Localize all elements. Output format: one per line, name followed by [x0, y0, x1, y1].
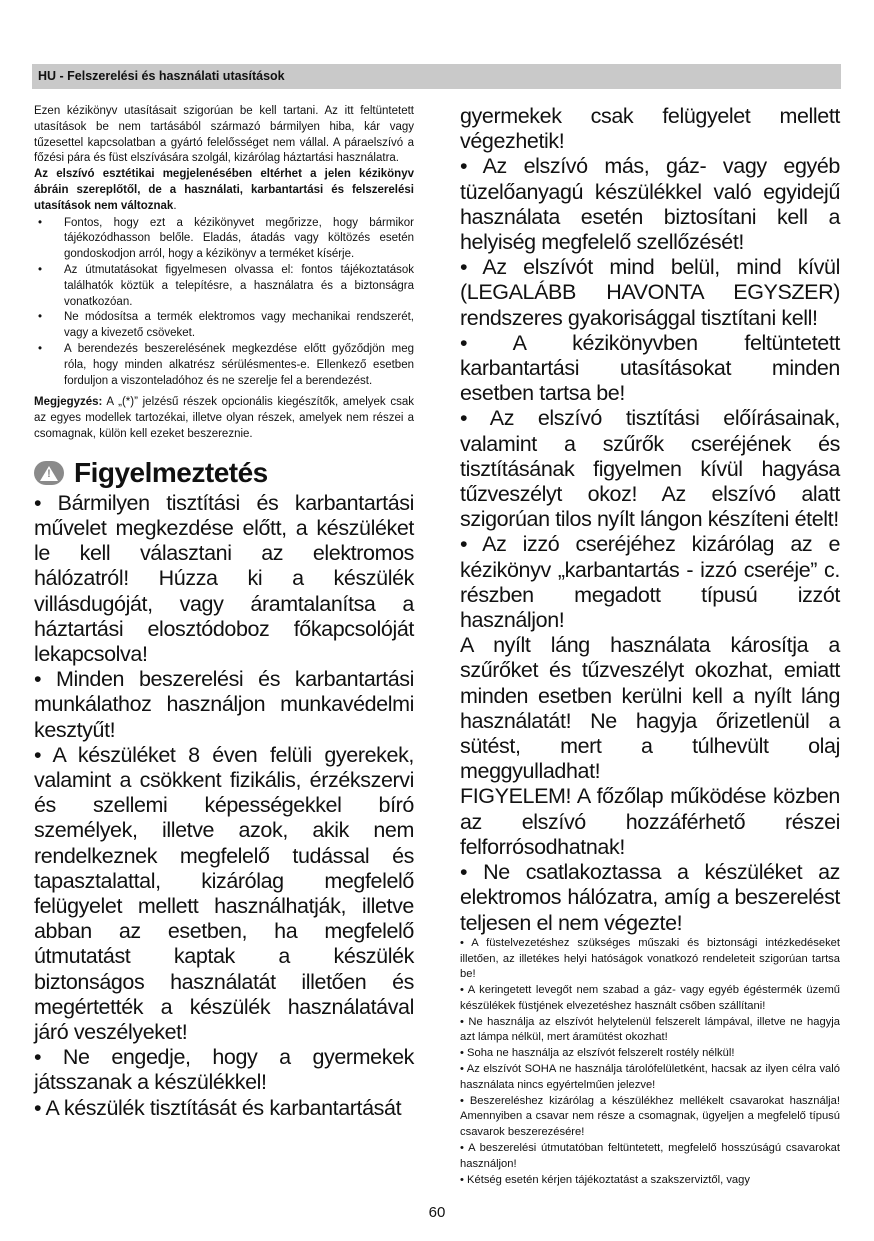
intro-bold-text: Az elszívó esztétikai megjelenésében eltérhet a jelen kézikönyv ábráin szereplőtől, de a használati, karbantartási és felszerelési utasítások nem változnak [34, 168, 414, 212]
small-warning-paragraph: • Beszereléshez kizárólag a készülékhez mellékelt csavarokat használja! Amennyiben a csavar nem része a csomagnak, ügyeljen a megfelelő típusú csavarok beszerezésére! [460, 1094, 840, 1139]
small-warning-paragraph: • Soha ne használja az elszívót felszerelt rostély nélkül! [460, 1047, 735, 1060]
small-warning-paragraph: • A füstelvezetéshez szükséges műszaki és biztonsági intézkedéseket illetően, az illetékes helyi hatóságok vonatkozó rendeleteit szigorúan tartsa be! [460, 936, 840, 981]
intro-bold-tail: . [173, 199, 177, 212]
note-paragraph [34, 395, 414, 442]
warning-paragraph: • A készülék tisztítását és karbantartását [34, 1095, 402, 1120]
warning-paragraph: • A készüléket 8 éven felüli gyerekek, valamint a csökkent fizikális, érzékszervi és szellemi képességekkel bíró személyek, illetve azok, akik nem rendelkeznek megfelelő tudással és tapasztalattal, kizárólag megfelelő felügyelet mellett használhatják, illetve abban az esetben, ha megfelelő útmutatást kaptak a készülék biztonságos használatát illetően és megértették a készülék használatával járó veszélyeket! [34, 742, 414, 1044]
intro-bold-paragraph [34, 167, 414, 214]
warning-paragraph: • Bármilyen tisztítási és karbantartási művelet megkezdése előtt, a készüléket le kell választani az elektromos hálózatról! Húzza ki a készülék villásdugóját, vagy áramtalanítsa a háztartási elosztódoboz főkapcsolóját lekapcsolva! [34, 490, 414, 666]
note-label: Megjegyzés: [34, 396, 103, 409]
warning-paragraph: • Minden beszerelési és karbantartási munkálathoz használjon munkavédelmi kesztyűt! [34, 667, 414, 742]
warning-paragraph: • Az elszívót mind belül, mind kívül (LEGALÁBB HAVONTA EGYSZER) rendszeres gyakorisággal tisztítani kell! [460, 255, 840, 330]
left-column [34, 104, 414, 1121]
section-header-title: HU - Felszerelési és használati utasítások [38, 69, 285, 83]
list-item: • Fontos, hogy ezt a kézikönyvet megőrizze, hogy bármikor tájékozódhasson belőle. Eladás, átadás vagy költözés esetén gondoskodjon arról, hogy a kézikönyv a terméket kísérje. [34, 216, 414, 263]
small-warning-paragraph: • Kétség esetén kérjen tájékoztatást a szakszerviztől, vagy [460, 1173, 750, 1186]
list-item: • A berendezés beszerelésének megkezdése előtt győződjön meg róla, hogy minden alkatrész sérülésmentes-e. Ellenkező esetben forduljon a viszonteladóhoz és ne szerelje fel a berendezést. [34, 342, 414, 389]
right-column [460, 104, 840, 1188]
warning-paragraph: • Ne engedje, hogy a gyermekek játsszanak a készülékkel! [34, 1045, 414, 1095]
list-item: • Ne módosítsa a termék elektromos vagy mechanikai rendszerét, vagy a kivezető csöveket. [34, 310, 414, 342]
small-warning-paragraph: • Az elszívót SOHA ne használja tárolófelületként, hacsak az ilyen célra való használata nincs egyértelműen jelezve! [460, 1063, 840, 1091]
warning-paragraph: A nyílt láng használata károsítja a szűrőket és tűzveszélyt okozhat, emiatt minden esetben kerülni kell a nyílt láng használatát! Ne hagyja őrizetlenül a sütést, mert a túlhevült olaj meggyulladhat! [460, 633, 840, 784]
warning-paragraph: • Az elszívó tisztítási előírásainak, valamint a szűrők cseréjének és tisztításának figyelmen kívül hagyása tűzveszélyt okoz! Az elszívó alatt szigorúan tilos nyílt lángon készíteni ételt! [460, 406, 840, 532]
small-warning-paragraph: • Ne használja az elszívót helytelenül felszerelt lámpával, illetve ne hagyja azt lámpa nélkül, mert áramütést okozhat! [460, 1015, 840, 1044]
note-text: A „(*)” jelzésű részek opcionális kiegészítők, amelyek csak az egyes modellek tartozékai, illetve olyan részek, amelyek nem részei a csomagnak, külön kell ezeket beszereznie. [34, 396, 414, 440]
warning-paragraph: • Az izzó cseréjéhez kizárólag az e kézikönyv „karbantartás - izzó cseréje” c. részben megadott típusú izzót használjon! [460, 532, 840, 633]
page-number: 60 [428, 1204, 446, 1221]
section-header-bar [32, 64, 841, 89]
warning-heading [34, 455, 414, 491]
warning-paragraph: gyermekek csak felügyelet mellett végezhetik! [460, 104, 840, 154]
list-item: • Az útmutatásokat figyelmesen olvassa el: fontos tájékoztatások találhatók köztük a telepítésre, a használatra és a biztonságra vonatkozóan. [34, 263, 414, 310]
small-warning-paragraph: • A beszerelési útmutatóban feltüntetett, megfelelő hosszúságú csavarokat használjon! [460, 1142, 840, 1170]
intro-paragraph: Ezen kézikönyv utasításait szigorúan be kell tartani. Az itt feltüntetett utasítások be nem tartásából származó bármilyen hiba, kár vagy tűzesettel kapcsolatban a gyártó felelősséget nem vállal. A páraelszívó a főzési pára és füst elszívására szolgál, kizárólag háztartási használatra. [34, 105, 414, 165]
intro-bullet-list [34, 216, 414, 390]
warning-paragraph: • A kézikönyvben feltüntetett karbantartási utasításokat minden esetben tartsa be! [460, 330, 840, 406]
warning-paragraph: • Ne csatlakoztassa a készüléket az elektromos hálózatra, amíg a beszerelést teljesen el nem végezte! [460, 860, 840, 935]
small-warning-paragraph: • A keringetett levegőt nem szabad a gáz- vagy egyéb égéstermék üzemű készülékek füstjének elvezetéshez használt csőben szállítani! [460, 984, 840, 1012]
warning-paragraph: FIGYELEM! A főzőlap működése közben az elszívó hozzáférhető részei felforrósodhatnak! [460, 784, 840, 859]
warning-paragraph: • Az elszívó más, gáz- vagy egyéb tüzelőanyagú készülékkel való egyidejű használata esetén biztosítani kell a helyiség megfelelő szellőzését! [460, 154, 840, 255]
warning-icon [34, 461, 64, 485]
warning-title: Figyelmeztetés [74, 456, 268, 488]
